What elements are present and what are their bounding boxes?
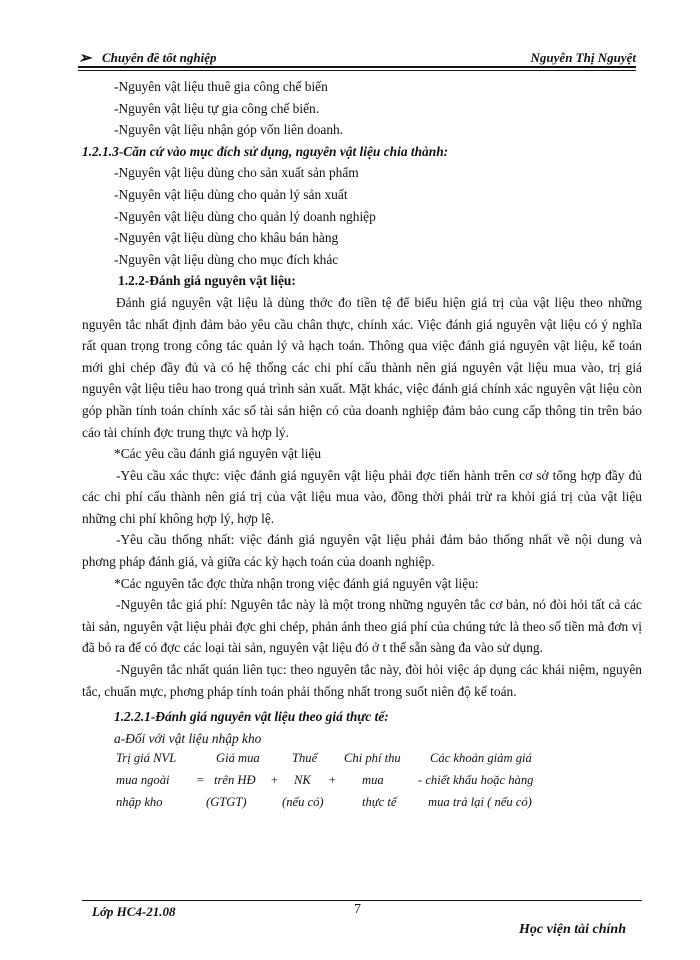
section-heading-122: 1.2.2-Đánh giá nguyên vật liệu:: [118, 273, 296, 289]
formula-operator: +: [328, 773, 337, 788]
list-item: -Nguyên vật liệu thuê gia công chế biến: [114, 79, 328, 94]
principles-title: *Các nguyên tắc đợc thừa nhận trong việc đánh giá nguyên vật liệu:: [114, 575, 479, 591]
formula-term: Chi phí thu: [344, 751, 401, 766]
footer-institution: Học viện tài chính: [519, 922, 626, 937]
section-heading-1213: 1.2.1.3-Căn cứ vào mục đích sử dụng, nguyên vật liệu chia thành:: [82, 143, 449, 159]
page-number: 7: [354, 902, 361, 917]
formula-term: mua: [362, 773, 384, 788]
list-item: -Nguyên vật liệu dùng cho quản lý sản xuất: [114, 186, 348, 202]
formula-term: (nếu có): [282, 795, 324, 810]
document-body: [82, 76, 642, 817]
formula-term: nhập kho: [116, 795, 163, 810]
formula-term: mua trả lại ( nếu có): [428, 795, 532, 810]
formula-operator: =: [196, 773, 205, 788]
header-right-title: Nguyễn Thị Nguyệt: [530, 50, 636, 65]
formula-term: Giá mua: [216, 751, 260, 766]
formula-term: Thuế: [292, 751, 318, 766]
requirements-title: *Các yêu cầu đánh giá nguyên vật liệu: [114, 446, 322, 462]
arrow-bullet-icon: ➢: [78, 50, 92, 67]
list-item: -Nguyên vật liệu dùng cho khâu bán hàng: [114, 230, 339, 246]
formula-row-3: [82, 795, 642, 817]
formula-term: Trị giá NVL: [116, 751, 177, 766]
list-item: -Nguyên vật liệu dùng cho sản xuất sản phẩm: [114, 165, 359, 181]
footer-rule: [82, 900, 642, 901]
formula-operator: +: [270, 773, 279, 788]
valuation-formula: [82, 751, 642, 817]
formula-term: thực tế: [362, 795, 397, 810]
list-item: -Nguyên vật liệu dùng cho quản lý doanh nghiệp: [114, 208, 376, 224]
subsection-a: a-Đối với vật liệu nhập kho: [114, 730, 262, 746]
formula-row-1: [82, 751, 642, 773]
page-footer: [82, 900, 642, 940]
header-left-title: Chuyên đề tốt nghiệp: [102, 50, 217, 65]
page-header: [78, 46, 636, 68]
formula-term: trên HĐ: [214, 773, 256, 788]
header-rule-thick: [78, 66, 636, 68]
section-heading-1221: 1.2.2.1-Đánh giá nguyên vật liệu theo giá thực tế:: [114, 709, 389, 725]
paragraph-consistency-requirement: -Yêu cầu thống nhất: việc đánh giá nguyên vật liệu phải đảm bảo thống nhất về nội dung và phơng pháp đánh giá, và giữa các kỳ hạch toán của doanh nghiệp.: [82, 532, 642, 570]
list-item: -Nguyên vật liệu nhận góp vốn liên doanh.: [114, 122, 344, 138]
paragraph-valuation-intro: Đánh giá nguyên vật liệu là dùng thớc đo tiền tệ để biểu hiện giá trị của vật liệu theo những nguyên tắc nhất định đảm bảo yêu cầu chân thực, chính xác. Việc đánh giá nguyên vật liệu có ý nghĩa rất quan trọng trong công tác quản lý và hạch toán. Thông qua việc đánh giá nguyên vật liệu, kế toán mới ghi chép đầy đủ và có hệ thống các chi phí cấu thành nên giá nguyên vật liệu mua vào, trị giá nguyên vật liệu tiêu hao trong quá trình sản xuất. Mặt khác, việc đánh giá chính xác nguyên vật liệu còn góp phần tính toán chính xác số tài sản hiện có của doanh nghiệp đảm bảo cung cấp thông tin trên báo cáo tài chính đợc trung thực và hợp lý.: [82, 294, 642, 440]
list-item: -Nguyên vật liệu dùng cho mục đích khác: [114, 251, 339, 267]
paragraph-consistency-principle: -Nguyên tắc nhất quán liên tục: theo nguyên tắc này, đòi hỏi việc áp dụng các khái niệm, nguyên tắc, chuẩn mực, phơng pháp tính toán phải thống nhất trong suốt niên độ kế toán.: [82, 662, 642, 699]
formula-row-2: [82, 773, 642, 795]
formula-term: NK: [294, 773, 311, 788]
list-item: -Nguyên vật liệu tự gia công chế biến.: [114, 100, 320, 116]
footer-class-label: Lớp HC4-21.08: [92, 904, 176, 919]
paragraph-accuracy-requirement: -Yêu cầu xác thực: việc đánh giá nguyên vật liệu phải đợc tiến hành trên cơ sở tổng hợp đầy đủ các chi phí cấu thành nên giá trị của vật liệu mua vào, đồng thời phải trừ ra khỏi giá trị của vật liệu những chi phí không hợp lý, hợp lệ.: [82, 467, 642, 526]
formula-term: (GTGT): [206, 795, 247, 810]
formula-term: - chiết khấu hoặc hàng: [418, 773, 534, 788]
paragraph-cost-principle: -Nguyên tắc giá phí: Nguyên tắc này là một trong những nguyên tắc cơ bản, nó đòi hỏi tất cả các tài sản, nguyên vật liệu phải đợc ghi chép, phản ánh theo giá phí của chúng tức là theo số tiền mà đơn vị đã bỏ ra để có đợc các loại tài sản, nguyên vật liệu đó ở t thế sẵn sàng đa vào sử dụng.: [82, 597, 642, 656]
header-rule-thin: [78, 70, 636, 71]
formula-term: Các khoản giảm giá: [430, 751, 532, 766]
formula-term: mua ngoài: [116, 773, 170, 788]
